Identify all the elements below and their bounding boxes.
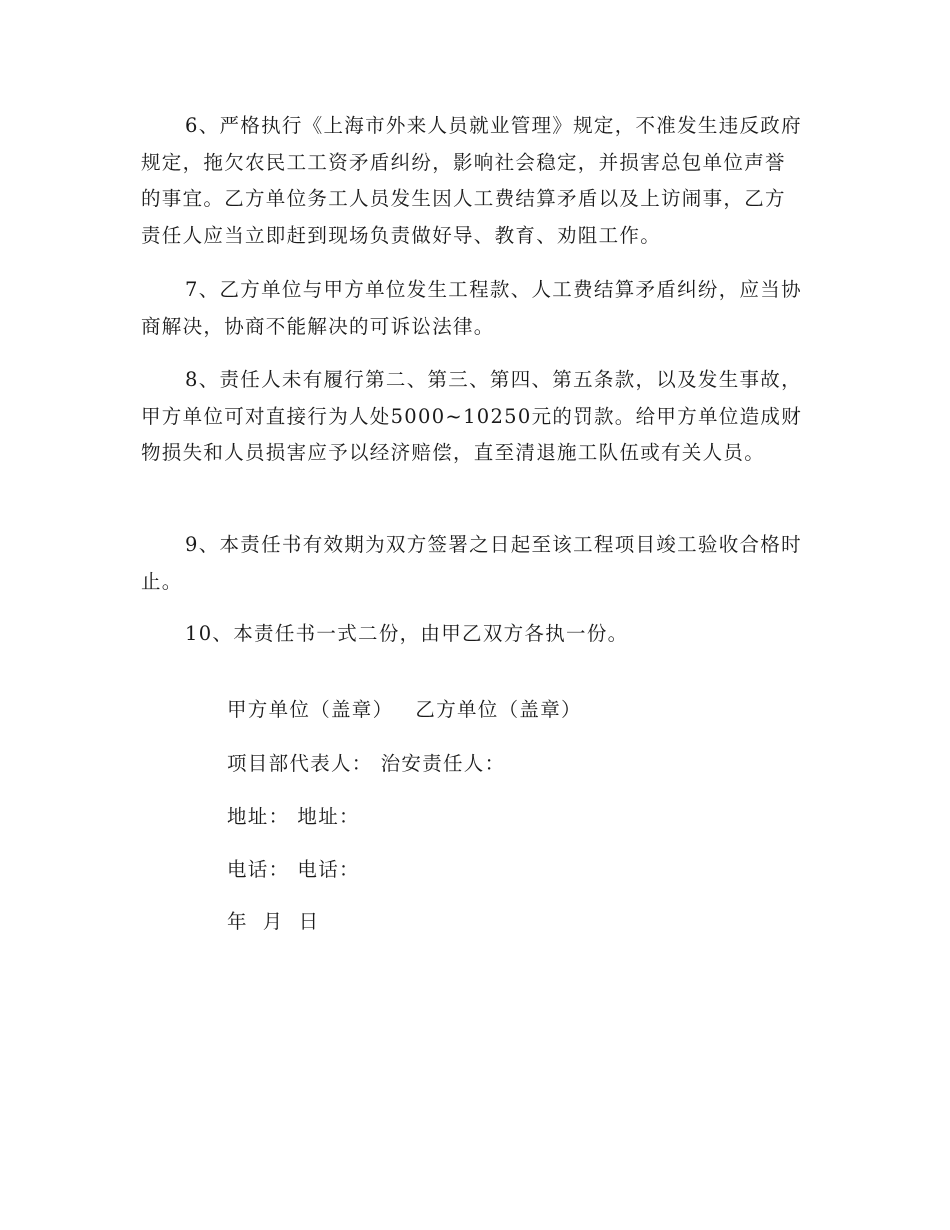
party-a-address-label: 地址： <box>227 805 290 828</box>
party-a-seal-label: 甲方单位（盖章） <box>227 698 394 721</box>
party-a-phone-label: 电话： <box>227 858 290 881</box>
date-label: 年 月 日 <box>227 910 320 933</box>
clause-7: 7、乙方单位与甲方单位发生工程款、人工费结算矛盾纠纷，应当协商解决，协商不能解决的可诉讼法律。 <box>141 278 802 338</box>
clause-10: 10、本责任书一式二份，由甲乙双方各执一份。 <box>185 622 629 645</box>
clause-9: 9、本责任书有效期为双方签署之日起至该工程项目竣工验收合格时止。 <box>141 533 802 593</box>
party-b-seal-label: 乙方单位（盖章） <box>415 698 582 721</box>
clause-6: 6、严格执行《上海市外来人员就业管理》规定，不准发生违反政府规定，拖欠农民工工资矛盾纠纷，影响社会稳定，并损害总包单位声誉的事宜。乙方单位务工人员发生因人工费结算矛盾以及上访闹事，乙方责任人应当立即赶到现场负责做好导、教育、劝阻工作。 <box>141 114 802 247</box>
clause-8: 8、责任人未有履行第二、第三、第四、第五条款，以及发生事故，甲方单位可对直接行为人处5000~10250元的罚款。给甲方单位造成财物损失和人员损害应予以经济赔偿，直至清退施工队伍或有关人员。 <box>141 368 802 464</box>
party-b-responsible-label: 治安责任人： <box>380 752 506 775</box>
signature-date-row <box>197 886 319 958</box>
party-b-address-label: 地址： <box>297 805 360 828</box>
party-b-phone-label: 电话： <box>297 858 360 881</box>
party-a-representative-label: 项目部代表人： <box>227 752 373 775</box>
